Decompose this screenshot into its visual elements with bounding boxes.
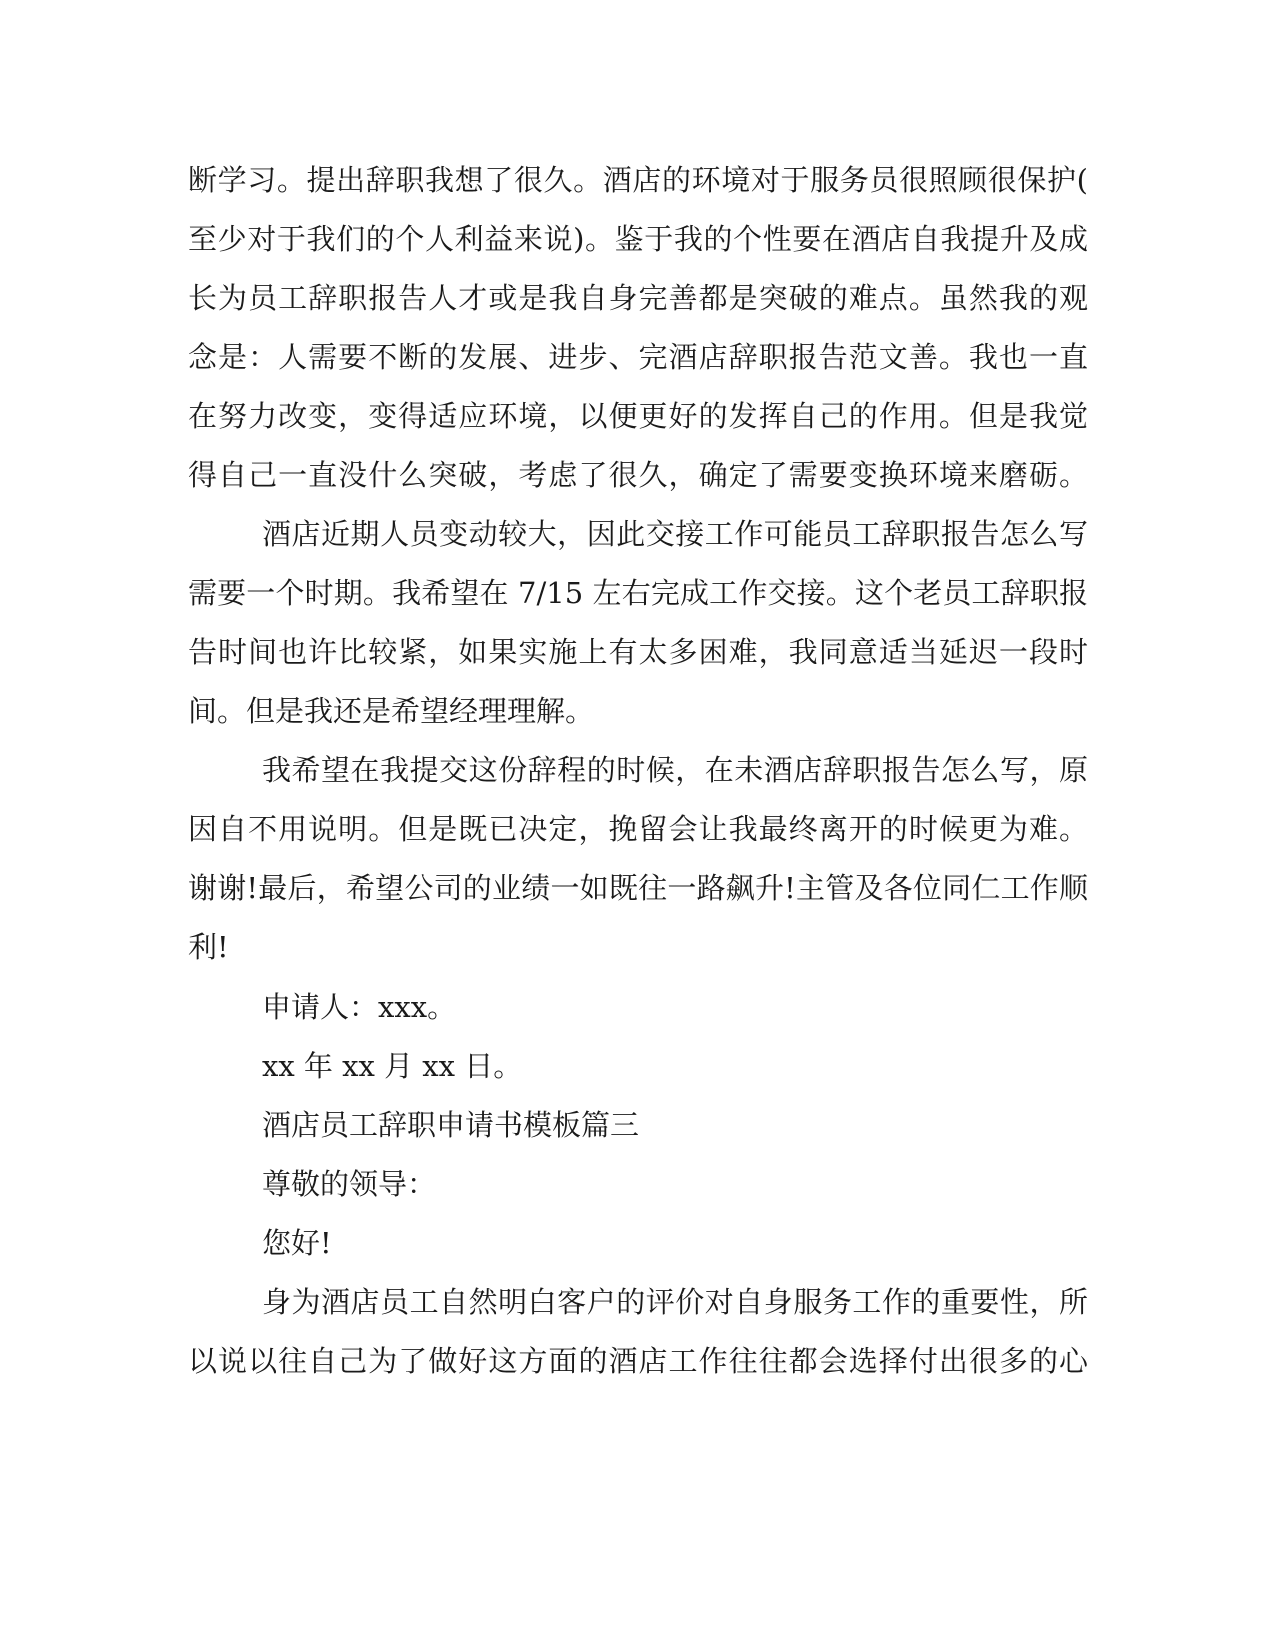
paragraph-line: 需要一个时期。我希望在 7/15 左右完成工作交接。这个老员工辞职报	[188, 576, 1088, 610]
salutation: 尊敬的领导：	[262, 1167, 437, 1201]
paragraph-line: 利!	[188, 930, 229, 964]
applicant-line: 申请人：xxx。	[262, 990, 457, 1024]
paragraph-line: 以说以往自己为了做好这方面的酒店工作往往都会选择付出很多的心	[188, 1344, 1088, 1378]
paragraph-line: 间。但是我还是希望经理理解。	[188, 694, 595, 728]
paragraph-line: 身为酒店员工自然明白客户的评价对自身服务工作的重要性，所	[262, 1285, 1088, 1319]
paragraph-line: 念是：人需要不断的发展、进步、完酒店辞职报告范文善。我也一直	[188, 340, 1088, 374]
paragraph-line: 在努力改变，变得适应环境，以便更好的发挥自己的作用。但是我觉	[188, 399, 1088, 433]
date-line: xx 年 xx 月 xx 日。	[262, 1049, 523, 1083]
paragraph-line: 酒店近期人员变动较大，因此交接工作可能员工辞职报告怎么写	[262, 517, 1088, 551]
greeting: 您好!	[262, 1226, 332, 1260]
paragraph-line: 谢谢!最后，希望公司的业绩一如既往一路飙升!主管及各位同仁工作顺	[188, 871, 1088, 905]
paragraph-line: 得自己一直没什么突破，考虑了很久，确定了需要变换环境来磨砺。	[188, 458, 1088, 492]
paragraph-line: 我希望在我提交这份辞程的时候，在未酒店辞职报告怎么写，原	[262, 753, 1088, 787]
paragraph-line: 至少对于我们的个人利益来说)。鉴于我的个性要在酒店自我提升及成	[188, 222, 1088, 256]
paragraph-line: 因自不用说明。但是既已决定，挽留会让我最终离开的时候更为难。	[188, 812, 1088, 846]
paragraph-line: 告时间也许比较紧，如果实施上有太多困难，我同意适当延迟一段时	[188, 635, 1088, 669]
paragraph-line: 断学习。提出辞职我想了很久。酒店的环境对于服务员很照顾很保护(	[188, 163, 1088, 197]
section-title: 酒店员工辞职申请书模板篇三	[262, 1108, 640, 1142]
paragraph-line: 长为员工辞职报告人才或是我自身完善都是突破的难点。虽然我的观	[188, 281, 1088, 315]
